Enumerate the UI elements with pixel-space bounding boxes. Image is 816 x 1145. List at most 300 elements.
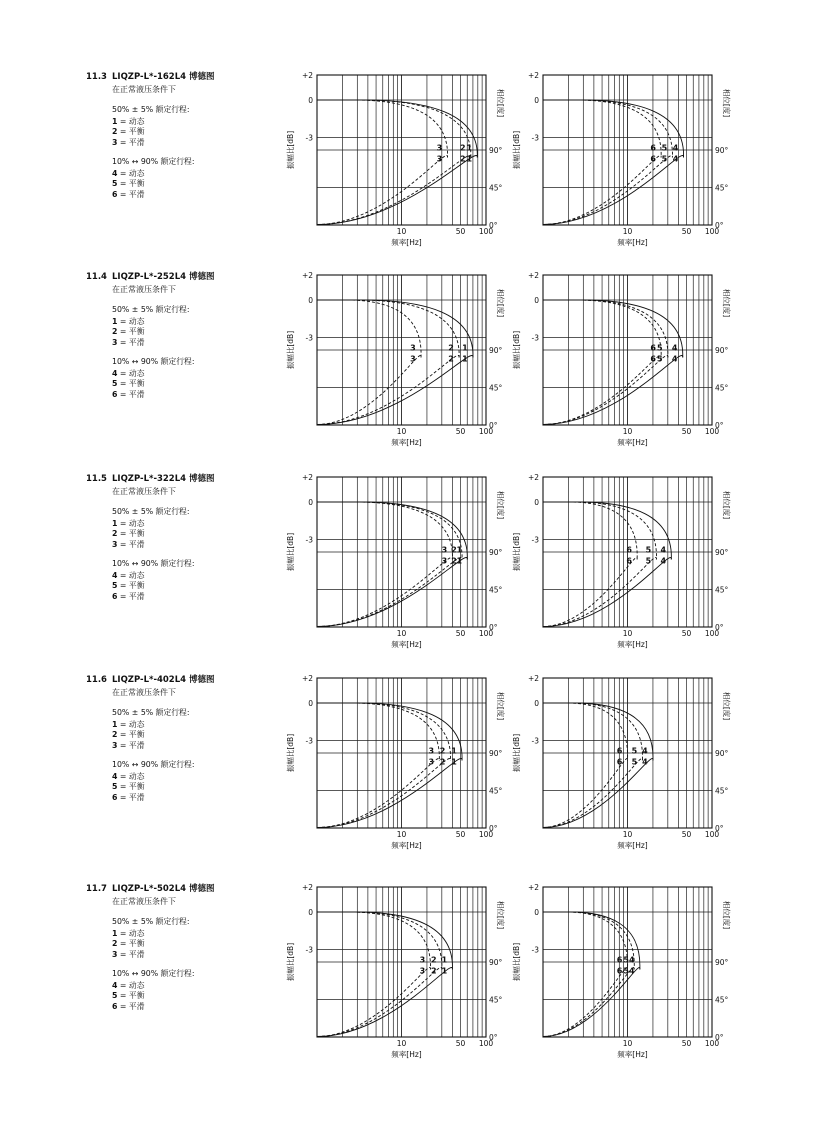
legend-text: = 动态 [119, 368, 145, 378]
curve-label-amplitude: 1 [456, 545, 463, 555]
phase-curve-1 [317, 355, 473, 424]
curve-label-amplitude: 2 [451, 545, 457, 555]
legend-key: 1 [112, 116, 118, 126]
curve-label-amplitude: 5 [645, 545, 652, 555]
y-axis-title-right: 相位[度] [496, 288, 505, 318]
legend-item [112, 390, 286, 401]
phase-curve-2 [317, 967, 442, 1036]
x-tick-label: 100 [704, 1039, 720, 1048]
legend-key: 3 [112, 539, 118, 549]
phase-tick-label: 45° [715, 786, 729, 796]
bode-chart [282, 673, 512, 868]
legend-text: = 平滑 [119, 591, 145, 601]
y-tick-label: -3 [305, 535, 313, 545]
curve-label-phase: 5 [645, 556, 652, 566]
phase-curve-1 [317, 557, 467, 626]
x-tick-label: 50 [455, 227, 466, 236]
y-axis-title-right: 相位[度] [722, 88, 731, 118]
bode-section [0, 472, 816, 674]
curve-label-amplitude: 3 [419, 955, 426, 965]
x-tick-label: 10 [622, 227, 633, 236]
y-tick-label: -3 [305, 736, 313, 746]
chart-grid [543, 275, 712, 425]
stroke-group-50 [112, 105, 286, 148]
y-tick-label: -3 [531, 736, 539, 746]
y-tick-label: 0 [534, 296, 539, 305]
stroke-90-header: 10% ↔ 90% 额定行程: [112, 969, 195, 978]
phase-curve-3 [317, 155, 448, 224]
curve-label-amplitude: 6 [650, 343, 656, 353]
curve-label-amplitude: 6 [626, 545, 632, 555]
legend-key: 4 [112, 368, 118, 378]
section-number: 11.5 [86, 474, 107, 484]
curve-label-phase: 4 [629, 966, 635, 976]
series-group [317, 502, 467, 627]
section-text [86, 70, 286, 200]
legend-text: = 平衡 [119, 939, 145, 948]
curve-label-amplitude: 6 [650, 143, 656, 153]
legend-text: = 动态 [119, 168, 145, 178]
x-tick-label: 100 [478, 830, 494, 839]
legend-key: 5 [112, 581, 118, 590]
stroke-90-header: 10% ↔ 90% 额定行程: [112, 559, 195, 568]
curve-label-amplitude: 5 [661, 143, 668, 153]
section-title: LIQZP-L*-162L4 博德图 [112, 72, 215, 82]
y-tick-label: +2 [527, 71, 539, 80]
legend-key: 3 [112, 949, 118, 959]
chart-grid [543, 678, 712, 828]
legend-item [112, 519, 286, 530]
curve-label-amplitude: 3 [441, 545, 448, 555]
stroke-50-header: 50% ± 5% 额定行程: [112, 507, 190, 516]
curve-label-phase: 2 [431, 966, 437, 976]
phase-tick-label: 0° [489, 221, 498, 230]
stroke-group-50 [112, 305, 286, 348]
y-axis-title-left: 振幅比[dB] [512, 942, 521, 982]
x-axis-title: 频率[Hz] [391, 640, 422, 649]
x-tick-label: 50 [455, 629, 466, 638]
x-axis-title: 频率[Hz] [391, 238, 422, 247]
bode-chart [508, 673, 738, 868]
curve-label-amplitude: 5 [657, 343, 663, 353]
curve-label-phase: 6 [650, 354, 656, 364]
bode-chart [282, 472, 512, 667]
legend-item [112, 327, 286, 338]
phase-tick-label: 90° [489, 146, 503, 155]
section-title: LIQZP-L*-402L4 博德图 [112, 675, 215, 685]
phase-tick-label: 90° [489, 958, 503, 967]
legend-item [112, 179, 286, 190]
legend-key: 6 [112, 792, 118, 802]
y-tick-label: 0 [534, 96, 539, 105]
legend-item [112, 379, 286, 390]
y-tick-label: +2 [527, 674, 539, 683]
curve-label-amplitude: 2 [439, 746, 446, 756]
x-tick-label: 10 [396, 227, 407, 236]
series-group [317, 703, 462, 828]
phase-tick-label: 90° [489, 346, 503, 355]
curve-label-amplitude: 4 [672, 143, 679, 153]
curve-label-phase: 3 [436, 154, 443, 164]
x-tick-label: 50 [455, 830, 466, 839]
legend-text: = 平滑 [119, 389, 145, 399]
curve-label-amplitude: 3 [410, 343, 416, 353]
legend-key: 3 [112, 740, 118, 750]
section-text [86, 472, 286, 602]
curve-label-amplitude: 1 [462, 343, 468, 353]
curve-label-amplitude: 2 [431, 955, 437, 965]
y-tick-label: +2 [301, 883, 313, 892]
phase-curve-5 [543, 557, 656, 626]
phase-curve-2 [317, 155, 471, 224]
y-tick-label: 0 [308, 498, 313, 507]
legend-item [112, 138, 286, 149]
x-tick-label: 10 [396, 629, 407, 638]
phase-curve-3 [317, 557, 452, 626]
amplitude-curve-3 [317, 502, 452, 560]
y-tick-label: 0 [534, 498, 539, 507]
y-axis-title-right: 相位[度] [722, 490, 731, 520]
bode-chart [282, 882, 512, 1077]
y-tick-label: +2 [301, 271, 313, 280]
stroke-90-header: 10% ↔ 90% 额定行程: [112, 157, 195, 166]
y-tick-label: 0 [308, 908, 313, 917]
y-axis-title-left: 振幅比[dB] [286, 942, 295, 982]
x-tick-label: 50 [681, 830, 692, 839]
phase-tick-label: 0° [489, 824, 498, 833]
curve-label-amplitude: 3 [436, 143, 443, 153]
legend-key: 2 [112, 730, 118, 739]
legend-item [112, 581, 286, 592]
stroke-90-header: 10% ↔ 90% 额定行程: [112, 357, 195, 366]
amplitude-curve-5 [543, 502, 656, 560]
y-tick-label: +2 [301, 674, 313, 683]
legend-text: = 平滑 [119, 539, 145, 549]
y-tick-label: +2 [527, 883, 539, 892]
amplitude-curve-2 [317, 502, 462, 560]
bode-chart [508, 882, 738, 1077]
legend-key: 3 [112, 337, 118, 347]
legend-text: = 平衡 [119, 179, 145, 188]
curve-label-amplitude: 4 [629, 955, 635, 965]
amplitude-curve-3 [317, 300, 421, 358]
phase-tick-label: 45° [489, 585, 503, 595]
legend-text: = 平衡 [119, 991, 145, 1000]
legend-key: 2 [112, 939, 118, 948]
legend-key: 6 [112, 389, 118, 399]
series-group [543, 703, 653, 828]
x-tick-label: 100 [478, 427, 494, 436]
x-tick-label: 50 [455, 427, 466, 436]
legend-item [112, 772, 286, 783]
bode-section [0, 882, 816, 1084]
curve-label-phase: 6 [616, 966, 623, 976]
y-tick-label: +2 [301, 473, 313, 482]
stroke-90-header: 10% ↔ 90% 额定行程: [112, 760, 195, 769]
y-axis-title-right: 相位[度] [496, 691, 505, 721]
legend-item [112, 540, 286, 551]
phase-curve-6 [543, 967, 628, 1036]
phase-tick-label: 45° [489, 786, 503, 796]
x-axis-title: 频率[Hz] [391, 438, 422, 447]
section-number: 11.7 [86, 884, 107, 894]
section-number: 11.3 [86, 72, 107, 82]
curve-label-amplitude: 1 [451, 746, 457, 756]
bode-section [0, 270, 816, 472]
legend-text: = 动态 [119, 980, 145, 990]
phase-curve-4 [543, 355, 683, 424]
bode-chart [508, 70, 738, 265]
section-subtitle: 在正常液压条件下 [112, 688, 176, 697]
legend-item [112, 929, 286, 940]
curve-label-amplitude: 2 [459, 143, 466, 153]
legend-text: = 动态 [119, 771, 145, 781]
y-tick-label: +2 [301, 71, 313, 80]
curve-label-amplitude: 6 [616, 746, 623, 756]
phase-tick-label: 0° [715, 221, 724, 230]
legend-item [112, 730, 286, 741]
y-tick-label: 0 [534, 908, 539, 917]
bode-section [0, 673, 816, 875]
curve-label-amplitude: 5 [631, 746, 638, 756]
y-axis-title-right: 相位[度] [722, 288, 731, 318]
legend-key: 5 [112, 179, 118, 188]
y-tick-label: -3 [531, 945, 539, 955]
x-axis-title: 频率[Hz] [617, 438, 648, 447]
legend-key: 5 [112, 991, 118, 1000]
legend-text: = 动态 [119, 719, 145, 729]
curve-label-amplitude: 6 [616, 955, 623, 965]
legend-text: = 平衡 [119, 327, 145, 336]
legend-item [112, 793, 286, 804]
amplitude-curve-6 [543, 703, 628, 761]
chart-grid [543, 75, 712, 225]
phase-curve-4 [543, 557, 671, 626]
chart-grid [317, 275, 486, 425]
phase-tick-label: 45° [489, 383, 503, 393]
y-tick-label: 0 [534, 699, 539, 708]
legend-item [112, 369, 286, 380]
x-tick-label: 10 [396, 427, 407, 436]
curve-label-phase: 3 [441, 556, 448, 566]
section-heading [86, 882, 286, 894]
x-axis-title: 频率[Hz] [617, 1050, 648, 1059]
legend-text: = 平滑 [119, 189, 145, 199]
phase-tick-label: 45° [715, 383, 729, 393]
x-axis-title: 频率[Hz] [617, 640, 648, 649]
phase-curve-6 [543, 557, 637, 626]
y-tick-label: +2 [527, 473, 539, 482]
curve-label-amplitude: 1 [441, 955, 448, 965]
series-group [317, 300, 473, 425]
x-axis-title: 频率[Hz] [617, 841, 648, 850]
bode-chart [508, 472, 738, 667]
y-axis-title-right: 相位[度] [496, 900, 505, 930]
phase-curve-2 [317, 758, 451, 827]
bode-chart [282, 70, 512, 265]
y-tick-label: -3 [305, 133, 313, 143]
y-axis-title-left: 振幅比[dB] [286, 130, 295, 170]
curve-label-phase: 2 [451, 556, 457, 566]
x-tick-label: 50 [681, 629, 692, 638]
section-text [86, 270, 286, 400]
phase-curve-3 [317, 355, 421, 424]
x-axis-title: 频率[Hz] [391, 841, 422, 850]
legend-item [112, 169, 286, 180]
curve-label-amplitude: 4 [671, 343, 678, 353]
legend-text: = 平衡 [119, 529, 145, 538]
legend-key: 1 [112, 719, 118, 729]
legend-key: 5 [112, 782, 118, 791]
phase-tick-label: 45° [715, 585, 729, 595]
y-axis-title-left: 振幅比[dB] [512, 130, 521, 170]
series-group [543, 502, 671, 627]
legend-item [112, 338, 286, 349]
amplitude-curve-1 [317, 100, 477, 158]
phase-tick-label: 0° [489, 623, 498, 632]
phase-tick-label: 45° [715, 995, 729, 1005]
legend-text: = 动态 [119, 928, 145, 938]
bode-chart [508, 270, 738, 465]
x-tick-label: 100 [478, 1039, 494, 1048]
y-tick-label: -3 [305, 333, 313, 343]
phase-curve-3 [317, 967, 430, 1036]
legend-key: 3 [112, 137, 118, 147]
curve-label-phase: 2 [439, 757, 446, 767]
phase-tick-label: 0° [715, 623, 724, 632]
x-tick-label: 50 [681, 227, 692, 236]
phase-tick-label: 0° [715, 1033, 724, 1042]
legend-text: = 动态 [119, 316, 145, 326]
legend-text: = 平滑 [119, 337, 145, 347]
legend-item [112, 190, 286, 201]
phase-tick-label: 90° [715, 958, 729, 967]
legend-item [112, 991, 286, 1002]
curve-label-phase: 6 [650, 154, 656, 164]
curve-label-amplitude: 5 [623, 955, 629, 965]
series-group [543, 100, 684, 225]
x-tick-label: 50 [681, 1039, 692, 1048]
section-subtitle: 在正常液压条件下 [112, 85, 176, 94]
curve-label-phase: 6 [626, 556, 632, 566]
y-tick-label: 0 [308, 96, 313, 105]
amplitude-curve-6 [543, 502, 637, 560]
stroke-group-90 [112, 357, 286, 400]
phase-tick-label: 90° [715, 749, 729, 758]
legend-item [112, 741, 286, 752]
x-tick-label: 100 [478, 227, 494, 236]
phase-tick-label: 90° [715, 548, 729, 557]
x-tick-label: 50 [455, 1039, 466, 1048]
legend-text: = 平滑 [119, 792, 145, 802]
section-subtitle: 在正常液压条件下 [112, 897, 176, 906]
bode-section [0, 70, 816, 272]
phase-curve-4 [543, 758, 653, 827]
legend-key: 4 [112, 570, 118, 580]
stroke-50-header: 50% ± 5% 额定行程: [112, 708, 190, 717]
section-heading [86, 472, 286, 484]
amplitude-curve-3 [317, 100, 448, 158]
legend-item [112, 529, 286, 540]
section-number: 11.6 [86, 675, 107, 685]
phase-curve-5 [543, 967, 634, 1036]
legend-text: = 平衡 [119, 730, 145, 739]
stroke-group-90 [112, 559, 286, 602]
x-axis-title: 频率[Hz] [391, 1050, 422, 1059]
legend-item [112, 939, 286, 950]
y-axis-title-left: 振幅比[dB] [286, 330, 295, 370]
legend-item [112, 117, 286, 128]
x-tick-label: 50 [681, 427, 692, 436]
section-number: 11.4 [86, 272, 107, 282]
phase-tick-label: 0° [715, 421, 724, 430]
legend-text: = 平滑 [119, 949, 145, 959]
curve-label-phase: 1 [466, 154, 473, 164]
x-tick-label: 100 [704, 427, 720, 436]
legend-text: = 平滑 [119, 1001, 145, 1011]
section-subtitle: 在正常液压条件下 [112, 487, 176, 496]
x-tick-label: 10 [622, 427, 633, 436]
legend-item [112, 592, 286, 603]
legend-key: 4 [112, 168, 118, 178]
section-heading [86, 270, 286, 282]
curve-label-phase: 1 [441, 966, 448, 976]
legend-key: 1 [112, 518, 118, 528]
legend-item [112, 720, 286, 731]
phase-tick-label: 45° [489, 995, 503, 1005]
y-axis-title-right: 相位[度] [496, 88, 505, 118]
chart-grid [317, 887, 486, 1037]
y-tick-label: -3 [531, 535, 539, 545]
y-tick-label: -3 [531, 133, 539, 143]
curve-label-phase: 5 [657, 354, 663, 364]
section-title: LIQZP-L*-252L4 博德图 [112, 272, 215, 282]
stroke-group-50 [112, 708, 286, 751]
curve-label-amplitude: 4 [660, 545, 667, 555]
stroke-group-50 [112, 917, 286, 960]
section-heading [86, 673, 286, 685]
section-subtitle: 在正常液压条件下 [112, 285, 176, 294]
y-tick-label: -3 [531, 333, 539, 343]
x-tick-label: 10 [622, 830, 633, 839]
x-tick-label: 100 [704, 629, 720, 638]
legend-text: = 平滑 [119, 137, 145, 147]
curve-label-phase: 5 [623, 966, 629, 976]
legend-text: = 平衡 [119, 581, 145, 590]
curve-label-amplitude: 2 [448, 343, 454, 353]
legend-key: 6 [112, 1001, 118, 1011]
legend-text: = 平衡 [119, 379, 145, 388]
legend-item [112, 950, 286, 961]
curve-label-phase: 4 [671, 354, 678, 364]
x-tick-label: 10 [396, 1039, 407, 1048]
amplitude-curve-2 [317, 100, 471, 158]
stroke-50-header: 50% ± 5% 额定行程: [112, 917, 190, 926]
phase-tick-label: 0° [489, 1033, 498, 1042]
phase-curve-6 [543, 758, 628, 827]
series-group [317, 912, 452, 1037]
legend-key: 6 [112, 189, 118, 199]
curve-label-phase: 1 [451, 757, 457, 767]
phase-tick-label: 0° [715, 824, 724, 833]
legend-key: 4 [112, 771, 118, 781]
curve-label-phase: 4 [672, 154, 679, 164]
y-axis-title-left: 振幅比[dB] [286, 733, 295, 773]
x-tick-label: 10 [622, 1039, 633, 1048]
curve-label-phase: 1 [456, 556, 463, 566]
x-tick-label: 100 [704, 830, 720, 839]
chart-grid [317, 678, 486, 828]
